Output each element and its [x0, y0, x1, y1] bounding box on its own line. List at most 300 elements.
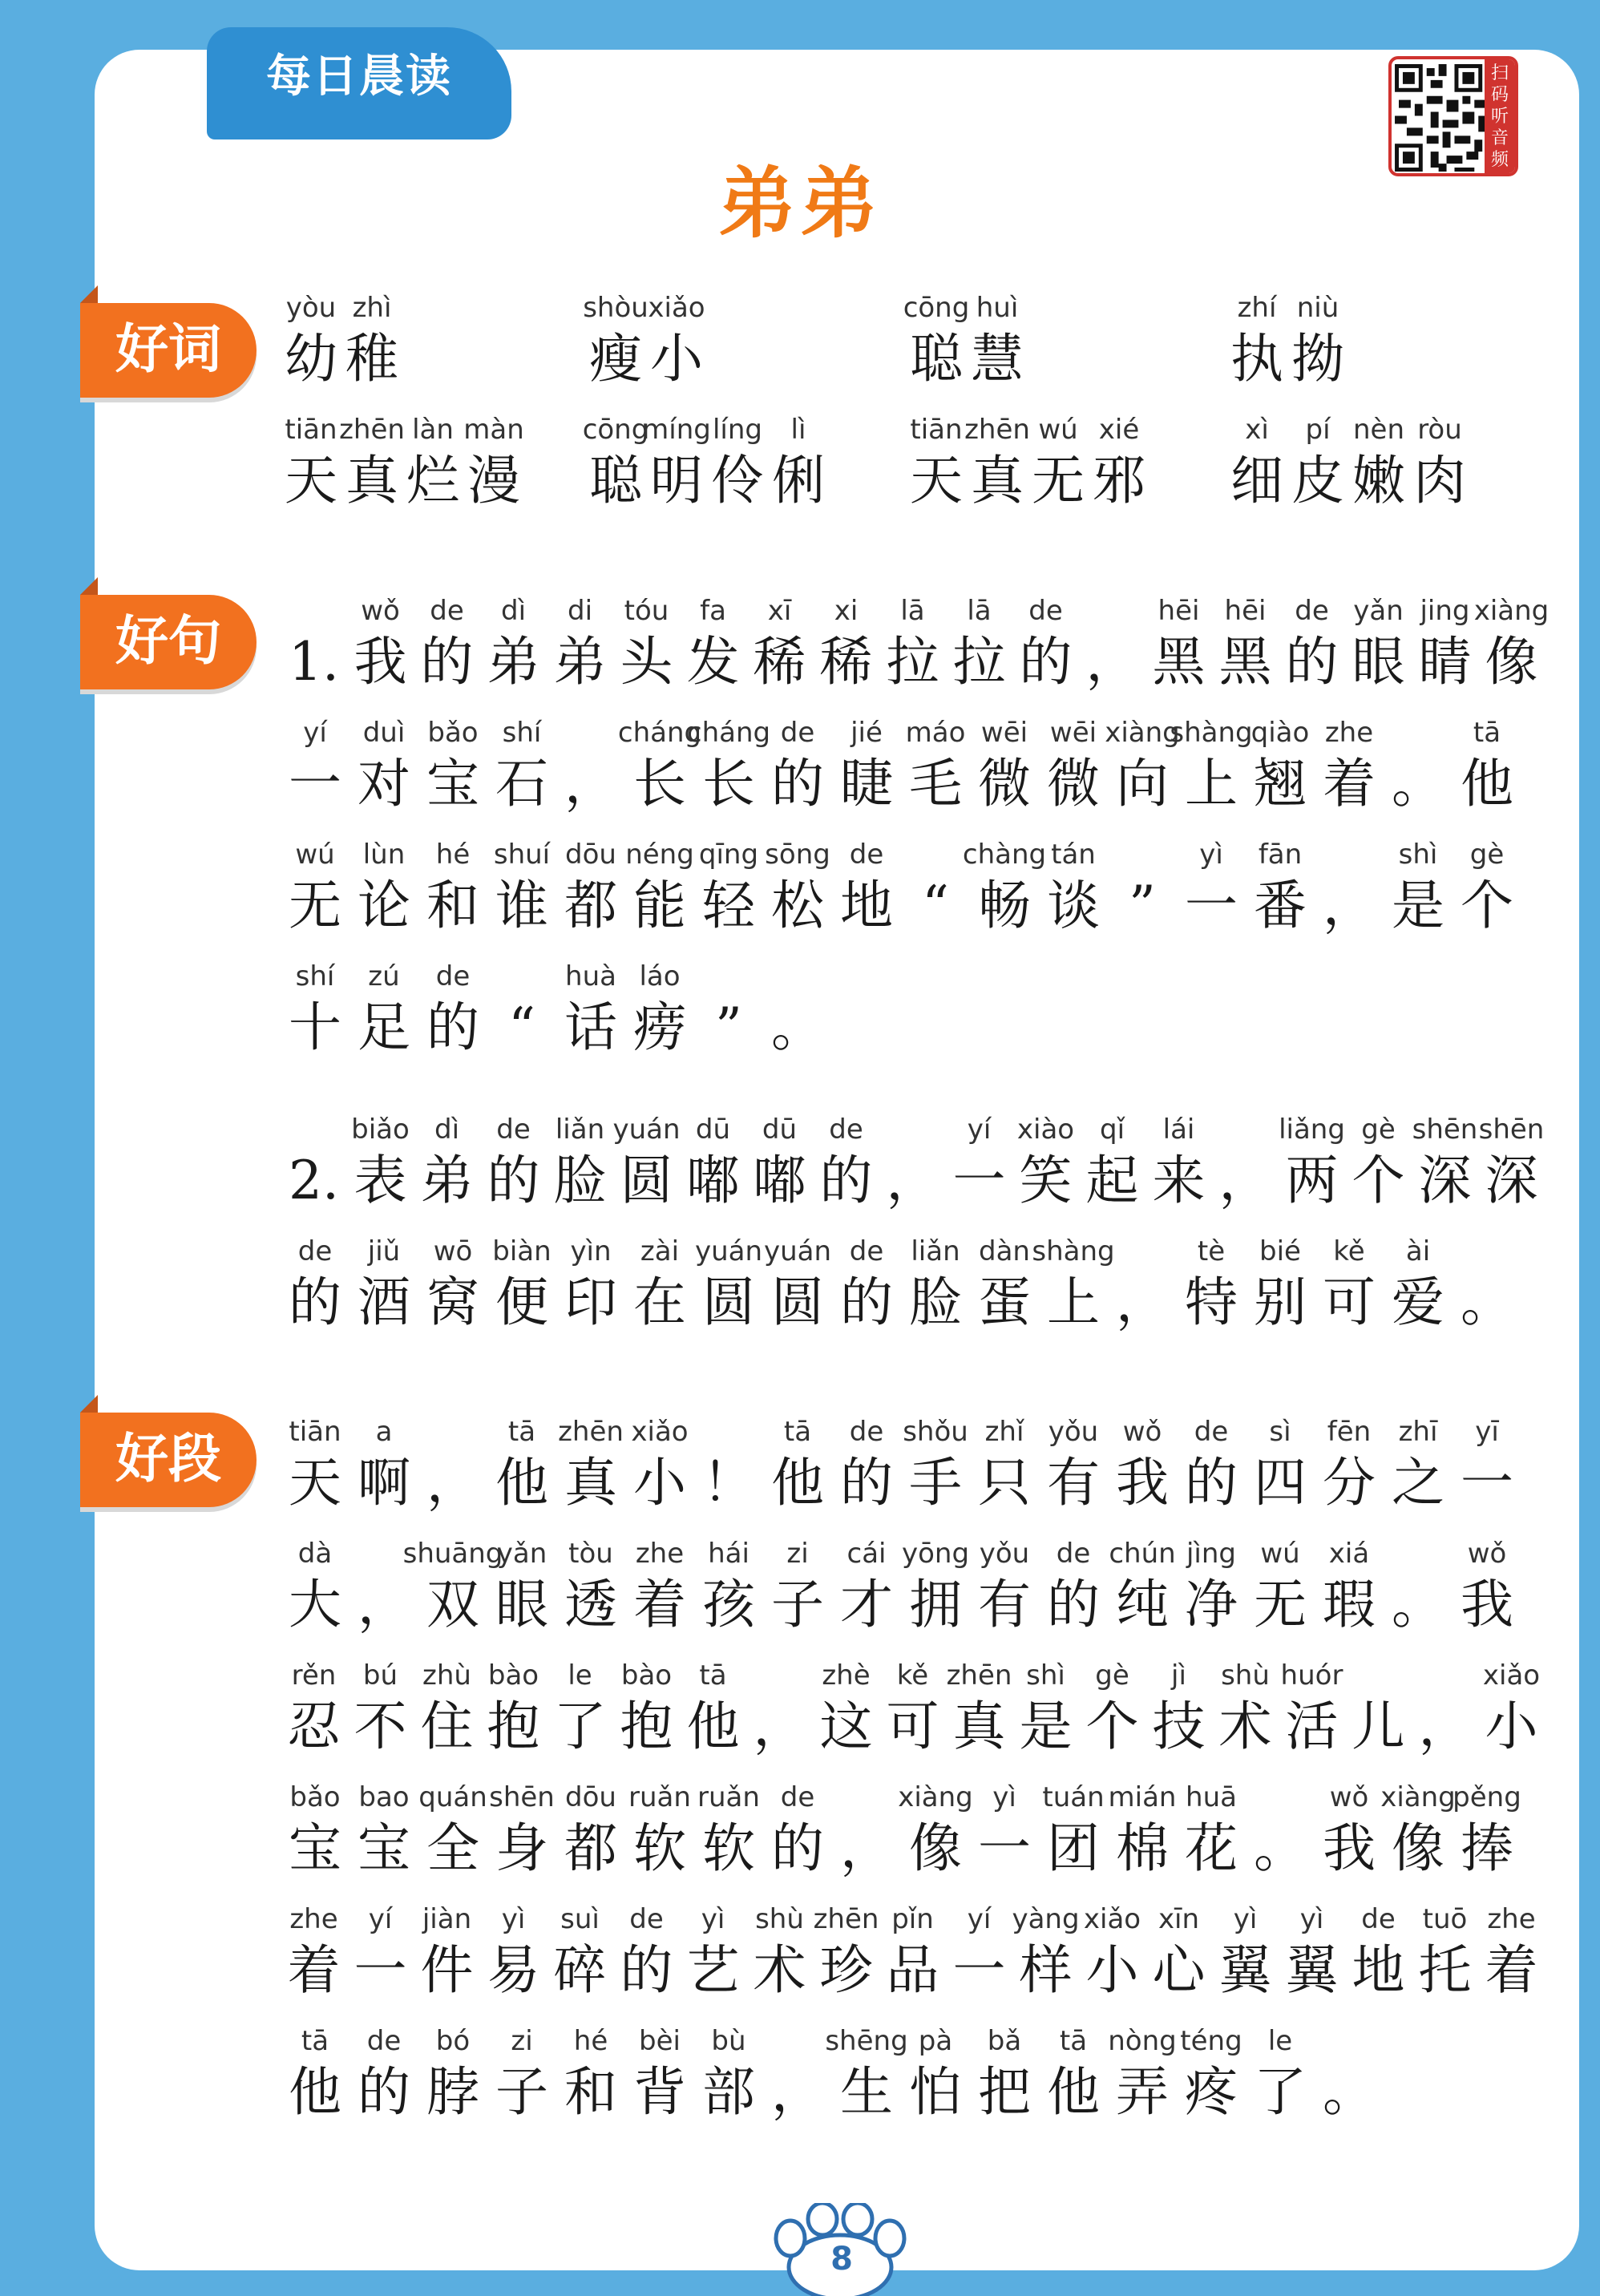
pinyin: huà: [565, 960, 616, 992]
pinyin: zhēn: [339, 414, 405, 446]
ruby-char: [1412, 1110, 1478, 1213]
ruby-char: [487, 835, 556, 938]
ruby-char: [1079, 1110, 1145, 1213]
ruby-char: [625, 835, 694, 938]
hanzi: 深: [1418, 1150, 1472, 1211]
ruby-char: [946, 1110, 1012, 1213]
ruby-char: [1315, 713, 1384, 816]
pinyin: tā: [1059, 2025, 1088, 2057]
ruby-char: [707, 410, 768, 513]
ruby-char: [418, 957, 487, 1060]
hanzi: 石: [495, 753, 548, 815]
ruby-char: [1246, 1232, 1315, 1335]
hanzi: 瘦: [589, 328, 642, 390]
hanzi: ！: [702, 1452, 755, 1514]
hanzi: 翼: [1285, 1939, 1339, 2001]
pinyin: de: [1194, 1416, 1229, 1448]
text-line: [281, 1656, 1545, 1759]
pinyin: xi: [834, 595, 859, 627]
ruby-char: [970, 1534, 1039, 1637]
ruby-char: [418, 1778, 487, 1881]
pinyin: pǐn: [891, 1903, 934, 1935]
pinyin: yòu: [285, 292, 337, 324]
ruby-char: [813, 1110, 879, 1213]
hanzi: ”: [715, 996, 742, 1058]
pinyin: xiàng: [898, 1781, 973, 1813]
hanzi: 是: [1392, 875, 1444, 936]
ruby-char: [901, 2022, 970, 2124]
ruby-char: [680, 1110, 746, 1213]
ruby-char: [480, 1110, 547, 1213]
ruby-char: [813, 1900, 879, 2003]
text-line: [281, 2022, 1384, 2124]
hanzi: 都: [564, 1817, 617, 1879]
ruby-char: [349, 957, 418, 1060]
pinyin: le: [1267, 2025, 1293, 2057]
hanzi: 谈: [1047, 875, 1100, 936]
ruby-char: [556, 957, 625, 1060]
pinyin: jì: [1171, 1659, 1186, 1692]
hanzi: 软: [702, 1817, 755, 1879]
ruby-char: [1170, 713, 1253, 816]
hanzi: 爱: [1392, 1271, 1444, 1333]
hanzi: 头: [620, 631, 673, 693]
pinyin: zhù: [422, 1659, 471, 1692]
pinyin: jìng: [1186, 1538, 1237, 1570]
ruby-char: [825, 2022, 908, 2124]
hanzi: 的: [1019, 631, 1073, 693]
ruby-char: [768, 410, 829, 513]
pinyin: bào: [620, 1659, 673, 1692]
pinyin: xiǎo: [1482, 1659, 1541, 1692]
ruby-char: [480, 1656, 547, 1759]
ruby-char: [1145, 1656, 1212, 1759]
hanzi: 背: [633, 2061, 686, 2123]
hanzi: 宝: [426, 753, 479, 815]
pinyin: tòu: [568, 1538, 613, 1570]
hanzi: 心: [1152, 1939, 1206, 2001]
pinyin: tuán: [1042, 1781, 1105, 1813]
ruby-char: [547, 592, 613, 694]
hanzi: 件: [420, 1939, 474, 2001]
pinyin: yì: [1299, 1903, 1324, 1935]
pinyin: shēn: [1412, 1114, 1478, 1146]
pinyin: shàng: [1032, 1235, 1115, 1267]
hanzi: 可: [1323, 1271, 1376, 1333]
pinyin: shuí: [493, 839, 551, 871]
pinyin: yìn: [570, 1235, 612, 1267]
hanzi: 只: [978, 1452, 1031, 1514]
text-line: [281, 1110, 1545, 1213]
hanzi: 嘟: [753, 1150, 806, 1211]
hanzi: 俐: [772, 450, 825, 511]
ruby-char: [903, 289, 970, 391]
pinyin: fān: [1258, 839, 1303, 871]
pinyin: lā: [900, 595, 925, 627]
hanzi: “: [508, 996, 535, 1058]
ruby-char: [694, 2022, 763, 2124]
hanzi: 孩: [702, 1574, 755, 1635]
ruby-char: [1089, 410, 1149, 513]
hanzi: 不: [354, 1696, 407, 1757]
ruby-char: [349, 1778, 418, 1881]
hanzi: 足: [358, 996, 410, 1058]
punctuation: [1108, 835, 1177, 938]
ruby-char: [1012, 1900, 1079, 2003]
ruby-char: [1012, 1110, 1079, 1213]
hanzi: 个: [1085, 1696, 1139, 1757]
pinyin: de: [629, 1903, 664, 1935]
hanzi: 一: [952, 1150, 1006, 1211]
text-line: [281, 1778, 1521, 1881]
hanzi: 。: [1392, 1574, 1444, 1635]
ruby-char: [1145, 1110, 1212, 1213]
hanzi: 聪: [589, 450, 642, 511]
ruby-char: [402, 1534, 503, 1637]
pinyin: de: [1028, 595, 1063, 627]
pinyin: yí: [368, 1903, 393, 1935]
ruby-char: [349, 2022, 418, 2124]
ruby-char: [281, 1232, 349, 1335]
pinyin: sì: [1269, 1416, 1291, 1448]
punctuation: [487, 957, 556, 1060]
text-line: [281, 957, 832, 1060]
ruby-char: [547, 1656, 613, 1759]
pinyin: de: [366, 2025, 402, 2057]
pinyin: yǒu: [1048, 1416, 1099, 1448]
hanzi: 笑: [1019, 1150, 1073, 1211]
ruby-char: [281, 713, 349, 816]
hanzi: 漫: [467, 450, 520, 511]
hanzi: 微: [1047, 753, 1100, 815]
hanzi: 眼: [1352, 631, 1405, 693]
ruby-char: [1039, 1534, 1108, 1637]
good-word: [281, 410, 524, 513]
pinyin: huì: [976, 292, 1019, 324]
hanzi: 把: [978, 2061, 1031, 2123]
hanzi: 一: [952, 1939, 1006, 2001]
pinyin: tè: [1197, 1235, 1226, 1267]
hanzi: 真: [971, 450, 1024, 511]
pinyin: wō: [433, 1235, 473, 1267]
pinyin: cháng: [686, 717, 771, 749]
pinyin: shí: [295, 960, 335, 992]
pinyin: yì: [501, 1903, 526, 1935]
pinyin: tiān: [289, 1416, 341, 1448]
ruby-char: [901, 713, 970, 816]
hanzi: 圆: [702, 1271, 755, 1333]
pinyin: wǒ: [1467, 1538, 1507, 1570]
pinyin: zhe: [1487, 1903, 1536, 1935]
punctuation: [763, 2022, 832, 2124]
punctuation: [763, 957, 832, 1060]
hanzi: 。: [1461, 1271, 1513, 1333]
pinyin: yǒu: [979, 1538, 1030, 1570]
good-word: [1226, 289, 1348, 391]
hanzi: 明: [650, 450, 703, 511]
hanzi: 论: [358, 875, 410, 936]
hanzi: 像: [1485, 631, 1538, 693]
ruby-char: [901, 1413, 970, 1515]
ruby-char: [347, 1656, 414, 1759]
hanzi: 嫩: [1352, 450, 1405, 511]
ruby-char: [680, 1656, 746, 1759]
pinyin: hái: [708, 1538, 749, 1570]
pinyin: biǎo: [351, 1114, 410, 1146]
hanzi: 部: [702, 2061, 755, 2123]
pinyin: yí: [967, 1114, 992, 1146]
pinyin: yuán: [612, 1114, 681, 1146]
hanzi: 的: [771, 1817, 824, 1879]
ruby-char: [1177, 1413, 1246, 1515]
pinyin: de: [435, 960, 471, 992]
pinyin: ài: [1405, 1235, 1431, 1267]
pinyin: de: [829, 1114, 863, 1146]
hanzi: 有: [978, 1574, 1031, 1635]
ruby-char: [463, 410, 524, 513]
pinyin: bèi: [639, 2025, 681, 2057]
ruby-char: [1315, 1232, 1384, 1335]
ruby-char: [1279, 1110, 1345, 1213]
pinyin: ruǎn: [697, 1781, 760, 1813]
hanzi: 蛋: [978, 1271, 1031, 1333]
pinyin: zi: [511, 2025, 533, 2057]
pinyin: wǒ: [1329, 1781, 1369, 1813]
ruby-char: [347, 592, 414, 694]
hanzi: ，: [1085, 631, 1139, 693]
ruby-char: [1453, 835, 1521, 938]
hanzi: 和: [564, 2061, 617, 2123]
ruby-char: [970, 1778, 1039, 1881]
pinyin: cháng: [617, 717, 702, 749]
pinyin: ròu: [1417, 414, 1462, 446]
hanzi: 技: [1152, 1696, 1206, 1757]
pinyin: de: [780, 1781, 815, 1813]
hanzi: 细: [1230, 450, 1283, 511]
hanzi: 术: [753, 1939, 806, 2001]
pinyin: néng: [625, 839, 694, 871]
ruby-char: [1287, 289, 1348, 391]
text-line: [281, 1413, 1521, 1515]
hanzi: 邪: [1093, 450, 1145, 511]
hanzi: 圆: [771, 1271, 824, 1333]
hanzi: 大: [289, 1574, 341, 1635]
pinyin: xiǎo: [631, 1416, 689, 1448]
hanzi: 纯: [1116, 1574, 1169, 1635]
hanzi: 品: [886, 1939, 939, 2001]
ruby-char: [1212, 1656, 1279, 1759]
pinyin: yí: [303, 717, 327, 749]
hanzi: 1.: [289, 631, 339, 693]
ruby-char: [1039, 1413, 1108, 1515]
hanzi: 捧: [1461, 1817, 1513, 1879]
ruby-char: [281, 1534, 349, 1637]
ruby-char: [1384, 1232, 1453, 1335]
pinyin: dōu: [565, 839, 616, 871]
ruby-char: [281, 289, 341, 391]
pinyin: bào: [487, 1659, 539, 1692]
hanzi: 慧: [971, 328, 1024, 390]
punctuation: [556, 713, 625, 816]
ruby-char: [556, 1232, 625, 1335]
pinyin: yàng: [1012, 1903, 1080, 1935]
hanzi: 子: [495, 2061, 548, 2123]
ruby-char: [613, 1656, 680, 1759]
hanzi: 小: [1485, 1696, 1538, 1757]
pinyin: shēn: [489, 1781, 555, 1813]
hanzi: 一: [289, 753, 341, 815]
ruby-char: [686, 713, 771, 816]
pinyin: làn: [412, 414, 454, 446]
pinyin: zhǐ: [984, 1416, 1024, 1448]
pinyin: xiàng: [1380, 1781, 1456, 1813]
hanzi: 深: [1485, 1150, 1538, 1211]
qr-side-label: 扫码听音频: [1485, 59, 1515, 173]
ruby-char: [402, 410, 463, 513]
pinyin: yì: [1199, 839, 1223, 871]
ruby-char: [1039, 2022, 1108, 2124]
hanzi: 他: [289, 2061, 341, 2123]
ruby-char: [1246, 1413, 1315, 1515]
pinyin: yōng: [901, 1538, 970, 1570]
good-word: [1226, 410, 1470, 513]
hanzi: 他: [495, 1452, 548, 1514]
ruby-char: [1012, 592, 1079, 694]
hanzi: 碎: [553, 1939, 607, 2001]
ruby-char: [487, 1534, 556, 1637]
hanzi: 小: [650, 328, 703, 390]
hanzi: 皮: [1291, 450, 1344, 511]
hanzi: 弄: [1116, 2061, 1169, 2123]
hanzi: 着: [1485, 1939, 1538, 2001]
good-word: [585, 289, 707, 391]
ruby-char: [1108, 2022, 1177, 2124]
pinyin: cōng: [582, 414, 649, 446]
pinyin: xī: [767, 595, 792, 627]
page-number: 8: [830, 2241, 853, 2278]
ruby-char: [1246, 1534, 1315, 1637]
ruby-char: [1473, 592, 1549, 694]
hanzi: 珍: [819, 1939, 873, 2001]
ruby-char: [1453, 1778, 1521, 1881]
hanzi: ，: [886, 1150, 939, 1211]
pinyin: sōng: [765, 839, 830, 871]
hanzi: 啊: [358, 1452, 410, 1514]
pinyin: shòu: [583, 292, 648, 324]
hanzi: 忍: [287, 1696, 341, 1757]
hanzi: 黑: [1152, 631, 1206, 693]
ruby-char: [1226, 289, 1287, 391]
pinyin: yì: [701, 1903, 725, 1935]
text-line: [281, 713, 1521, 816]
ruby-char: [1177, 2022, 1246, 2124]
pinyin: hé: [573, 2025, 608, 2057]
hanzi: 聪: [910, 328, 963, 390]
ruby-char: [1453, 1534, 1521, 1637]
hanzi: 轻: [702, 875, 755, 936]
pinyin: kě: [1333, 1235, 1365, 1267]
hanzi: 圆: [620, 1150, 673, 1211]
ruby-char: [617, 713, 702, 816]
hanzi: ，: [771, 2061, 824, 2123]
ruby-char: [832, 713, 901, 816]
ruby-char: [1177, 835, 1246, 938]
ruby-char: [556, 1413, 625, 1515]
hanzi: 翼: [1218, 1939, 1272, 2001]
pinyin: huā: [1186, 1781, 1237, 1813]
hanzi: ，: [358, 1574, 410, 1635]
pinyin: zhī: [1398, 1416, 1438, 1448]
pinyin: láo: [639, 960, 681, 992]
pinyin: tuō: [1422, 1903, 1468, 1935]
ruby-char: [281, 957, 349, 1060]
ruby-char: [1012, 1656, 1079, 1759]
pinyin: xīn: [1158, 1903, 1200, 1935]
hanzi: 。: [1254, 1817, 1307, 1879]
punctuation: [1453, 1232, 1521, 1335]
ruby-char: [763, 1778, 832, 1881]
pinyin: niù: [1296, 292, 1339, 324]
ruby-char: [556, 2022, 625, 2124]
pinyin: ruǎn: [628, 1781, 691, 1813]
pinyin: bǎo: [289, 1781, 341, 1813]
hanzi: ，: [1116, 1271, 1169, 1333]
hanzi: 他: [1047, 2061, 1100, 2123]
punctuation: [281, 592, 347, 694]
ruby-char: [487, 1778, 556, 1881]
hanzi: 发: [686, 631, 740, 693]
hanzi: 的: [840, 1452, 893, 1514]
pinyin: bǎo: [427, 717, 479, 749]
ruby-char: [1315, 1534, 1384, 1637]
ruby-char: [879, 1900, 946, 2003]
hanzi: 天: [289, 1452, 341, 1514]
pinyin: shàng: [1170, 717, 1253, 749]
pinyin: xié: [1098, 414, 1140, 446]
ruby-char: [970, 1232, 1039, 1335]
good-word: [903, 289, 1028, 391]
hanzi: 地: [840, 875, 893, 936]
ruby-char: [1409, 410, 1470, 513]
header-tab: 每日晨读: [207, 27, 511, 139]
pinyin: xiǎo: [1083, 1903, 1141, 1935]
hanzi: 2.: [289, 1150, 339, 1211]
hanzi: 拗: [1291, 328, 1344, 390]
ruby-char: [1478, 1900, 1545, 2003]
punctuation: [1384, 1534, 1453, 1637]
hanzi: 对: [358, 753, 410, 815]
punctuation: [1212, 1110, 1279, 1213]
ruby-char: [946, 1900, 1012, 2003]
text-line: [281, 1900, 1545, 2003]
text-line: [281, 1232, 1521, 1335]
hanzi: 十: [289, 996, 341, 1058]
hanzi: 起: [1085, 1150, 1139, 1211]
pinyin: pí: [1305, 414, 1331, 446]
pinyin: di: [567, 595, 593, 627]
hanzi: ，: [840, 1817, 893, 1879]
hanzi: 印: [564, 1271, 617, 1333]
pinyin: chàng: [962, 839, 1047, 871]
pinyin: tiān: [285, 414, 337, 446]
punctuation: [281, 1110, 347, 1213]
ruby-char: [418, 2022, 487, 2124]
ruby-char: [414, 592, 480, 694]
ruby-char: [832, 1413, 901, 1515]
pinyin: chún: [1109, 1538, 1176, 1570]
ruby-char: [625, 2022, 694, 2124]
hanzi: ”: [1129, 875, 1156, 936]
